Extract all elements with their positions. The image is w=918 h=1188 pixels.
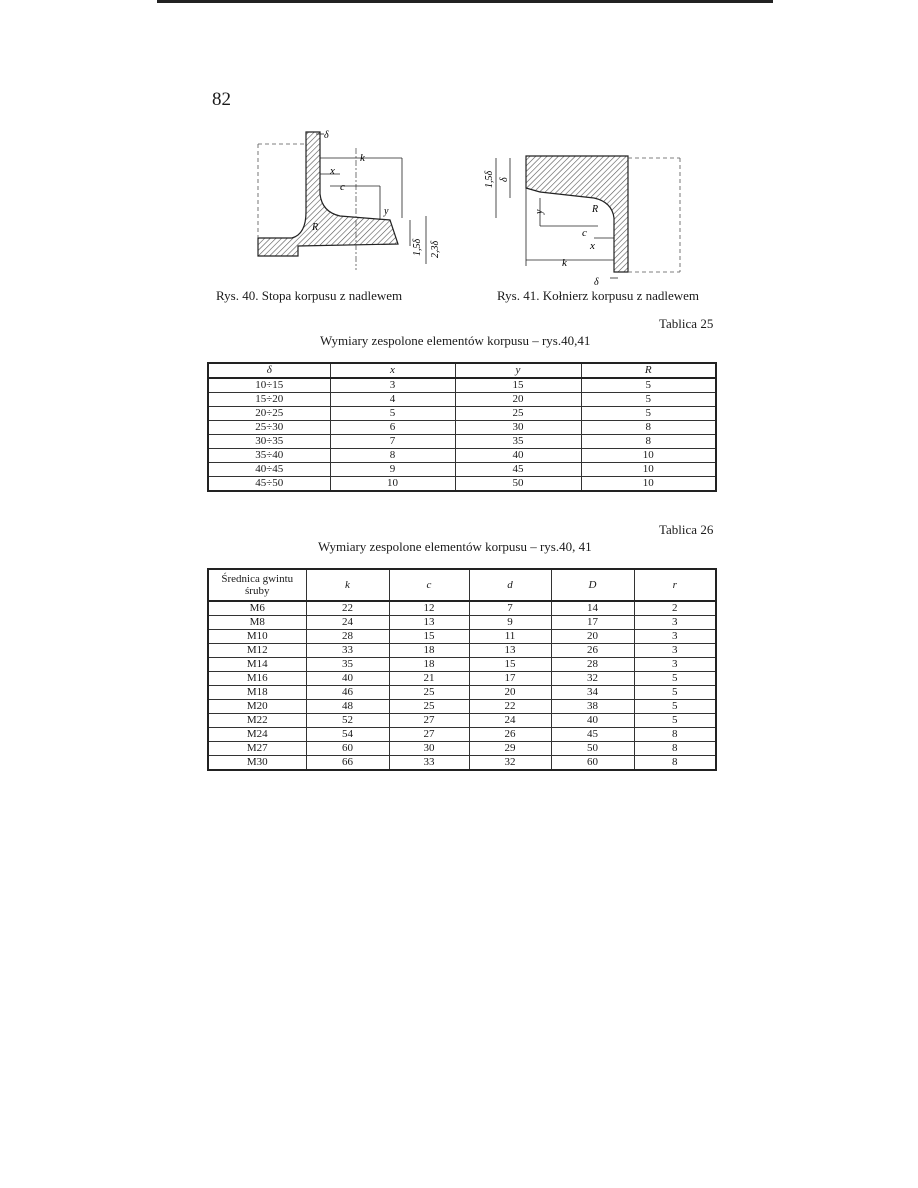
table-cell: 25÷30 — [208, 421, 330, 435]
table-cell: 20 — [551, 630, 634, 644]
table25-header-row — [208, 363, 716, 378]
table-cell: 38 — [551, 700, 634, 714]
table-row — [208, 728, 716, 742]
table-cell: 18 — [389, 658, 469, 672]
fig41-label-r: R — [592, 204, 599, 215]
table-row — [208, 421, 716, 435]
table-cell: 24 — [306, 616, 389, 630]
table-cell: 5 — [581, 393, 716, 407]
table-cell: 26 — [551, 644, 634, 658]
table-cell: 28 — [306, 630, 389, 644]
table-cell: 29 — [469, 742, 551, 756]
table-cell: M14 — [208, 658, 306, 672]
table-cell: 10 — [581, 449, 716, 463]
table25-header-y: y — [455, 363, 581, 378]
table-row — [208, 700, 716, 714]
table26-label: Tablica 26 — [659, 522, 714, 537]
table-cell: 8 — [634, 728, 716, 742]
fig40-label-c: c — [340, 181, 345, 193]
table-cell: M10 — [208, 630, 306, 644]
fig40-label-15delta: 1,5δ — [412, 238, 423, 256]
table-cell: 8 — [581, 421, 716, 435]
table-cell: 7 — [330, 435, 455, 449]
table-cell: 3 — [634, 658, 716, 672]
fig40-label-x: x — [330, 165, 335, 177]
table-cell: 40÷45 — [208, 463, 330, 477]
table26-header-k: k — [306, 569, 389, 601]
table-cell: 10÷15 — [208, 378, 330, 393]
table25-title: Wymiary zespolone elementów korpusu – rys.40,41 — [320, 333, 591, 348]
table-cell: 2 — [634, 601, 716, 616]
table-cell: M22 — [208, 714, 306, 728]
table-cell: 6 — [330, 421, 455, 435]
table-row — [208, 686, 716, 700]
fig40-label-23delta: 2,3δ — [430, 240, 441, 258]
table-cell: 5 — [581, 407, 716, 421]
table25-label: Tablica 25 — [659, 316, 714, 331]
fig41-label-c: c — [582, 227, 587, 239]
table-cell: 25 — [455, 407, 581, 421]
table-cell: 25 — [389, 686, 469, 700]
table-cell: M27 — [208, 742, 306, 756]
table-cell: 8 — [634, 756, 716, 771]
table-cell: 10 — [330, 477, 455, 492]
table-cell: 8 — [634, 742, 716, 756]
table-cell: 27 — [389, 714, 469, 728]
table-cell: 11 — [469, 630, 551, 644]
table-cell: 60 — [551, 756, 634, 771]
table-cell: M8 — [208, 616, 306, 630]
page-number: 82 — [212, 89, 231, 110]
table-cell: 50 — [455, 477, 581, 492]
table-cell: 32 — [469, 756, 551, 771]
table-row — [208, 742, 716, 756]
table-row — [208, 630, 716, 644]
table-cell: 40 — [455, 449, 581, 463]
table-cell: 4 — [330, 393, 455, 407]
fig40-label-k: k — [360, 152, 365, 164]
fig40-label-r: R — [312, 222, 319, 233]
table25-header-r: R — [581, 363, 716, 378]
fig41-label-x: x — [590, 240, 595, 252]
table-cell: 3 — [634, 644, 716, 658]
table-cell: 10 — [581, 463, 716, 477]
figure-41-drawing — [470, 148, 690, 288]
table25-header-delta: δ — [208, 363, 330, 378]
table26-header-r: r — [634, 569, 716, 601]
table-cell: 5 — [634, 714, 716, 728]
table-cell: 5 — [634, 672, 716, 686]
table-cell: 20 — [469, 686, 551, 700]
table-cell: 22 — [306, 601, 389, 616]
table-row — [208, 463, 716, 477]
table-cell: 15 — [389, 630, 469, 644]
table-cell: M12 — [208, 644, 306, 658]
table-cell: 20÷25 — [208, 407, 330, 421]
table-cell: 13 — [389, 616, 469, 630]
table-row — [208, 378, 716, 393]
table-cell: 9 — [330, 463, 455, 477]
fig41-label-delta-bottom: δ — [594, 277, 599, 288]
figure-40-caption: Rys. 40. Stopa korpusu z nadlewem — [216, 288, 403, 303]
table-row — [208, 393, 716, 407]
table-cell: 54 — [306, 728, 389, 742]
table-row — [208, 477, 716, 492]
fig40-label-delta: δ — [324, 130, 329, 141]
table-row — [208, 435, 716, 449]
table-cell: M20 — [208, 700, 306, 714]
table-cell: 3 — [634, 630, 716, 644]
table-cell: 27 — [389, 728, 469, 742]
table-cell: M24 — [208, 728, 306, 742]
table-cell: 33 — [389, 756, 469, 771]
table-cell: 20 — [455, 393, 581, 407]
table-row — [208, 658, 716, 672]
table-cell: 35 — [455, 435, 581, 449]
table-cell: 30÷35 — [208, 435, 330, 449]
table-cell: 60 — [306, 742, 389, 756]
table-26 — [207, 568, 717, 771]
table26-header-D: D — [551, 569, 634, 601]
table25-header-x: x — [330, 363, 455, 378]
table-cell: 35÷40 — [208, 449, 330, 463]
table-row — [208, 672, 716, 686]
table-cell: 30 — [389, 742, 469, 756]
table-cell: 8 — [330, 449, 455, 463]
table-cell: 52 — [306, 714, 389, 728]
table-cell: 5 — [634, 700, 716, 714]
table-cell: 5 — [634, 686, 716, 700]
table-cell: M16 — [208, 672, 306, 686]
table-cell: 5 — [330, 407, 455, 421]
figure-40-drawing — [250, 128, 450, 270]
table-cell: 28 — [551, 658, 634, 672]
table-25 — [207, 362, 717, 492]
table26-header-thread: Średnica gwintu śruby — [208, 569, 306, 601]
table-row — [208, 714, 716, 728]
table-cell: 17 — [551, 616, 634, 630]
table-cell: M30 — [208, 756, 306, 771]
table-cell: 10 — [581, 477, 716, 492]
figure-40 — [250, 128, 450, 270]
table-cell: 33 — [306, 644, 389, 658]
table-cell: 12 — [389, 601, 469, 616]
table-cell: 32 — [551, 672, 634, 686]
table-cell: 3 — [634, 616, 716, 630]
table-cell: 66 — [306, 756, 389, 771]
table-cell: 34 — [551, 686, 634, 700]
table-cell: 17 — [469, 672, 551, 686]
table-cell: 25 — [389, 700, 469, 714]
table-cell: 8 — [581, 435, 716, 449]
table-cell: 14 — [551, 601, 634, 616]
table26-header-row — [208, 569, 716, 601]
table-row — [208, 449, 716, 463]
table-cell: 9 — [469, 616, 551, 630]
fig41-label-15delta: 1,5δ — [484, 170, 495, 188]
table-cell: 3 — [330, 378, 455, 393]
top-rule — [157, 0, 773, 3]
table-row — [208, 616, 716, 630]
table-cell: 5 — [581, 378, 716, 393]
table-cell: 15 — [469, 658, 551, 672]
table-cell: 21 — [389, 672, 469, 686]
fig41-label-k: k — [562, 257, 567, 269]
fig40-label-y: y — [384, 206, 389, 217]
fig41-label-y: y — [534, 209, 545, 214]
table-cell: 50 — [551, 742, 634, 756]
table-cell: M6 — [208, 601, 306, 616]
table-cell: 26 — [469, 728, 551, 742]
table-cell: 22 — [469, 700, 551, 714]
table-cell: 18 — [389, 644, 469, 658]
table26-title: Wymiary zespolone elementów korpusu – rys.40, 41 — [318, 539, 592, 554]
table-cell: 40 — [306, 672, 389, 686]
table-cell: 45 — [455, 463, 581, 477]
table-cell: 15 — [455, 378, 581, 393]
table26-header-c: c — [389, 569, 469, 601]
table-cell: 48 — [306, 700, 389, 714]
table26-header-d: d — [469, 569, 551, 601]
table-row — [208, 601, 716, 616]
table-cell: 15÷20 — [208, 393, 330, 407]
table-cell: 35 — [306, 658, 389, 672]
table-cell: 45÷50 — [208, 477, 330, 492]
figure-41-caption: Rys. 41. Kołnierz korpusu z nadlewem — [497, 288, 700, 303]
figure-41 — [470, 148, 690, 288]
table-cell: 40 — [551, 714, 634, 728]
fig41-label-delta: δ — [499, 177, 510, 182]
table-cell: 7 — [469, 601, 551, 616]
table-cell: 45 — [551, 728, 634, 742]
table-cell: 30 — [455, 421, 581, 435]
table-cell: 13 — [469, 644, 551, 658]
table-cell: M18 — [208, 686, 306, 700]
table-row — [208, 644, 716, 658]
table-cell: 24 — [469, 714, 551, 728]
table-cell: 46 — [306, 686, 389, 700]
table-row — [208, 756, 716, 771]
table-row — [208, 407, 716, 421]
